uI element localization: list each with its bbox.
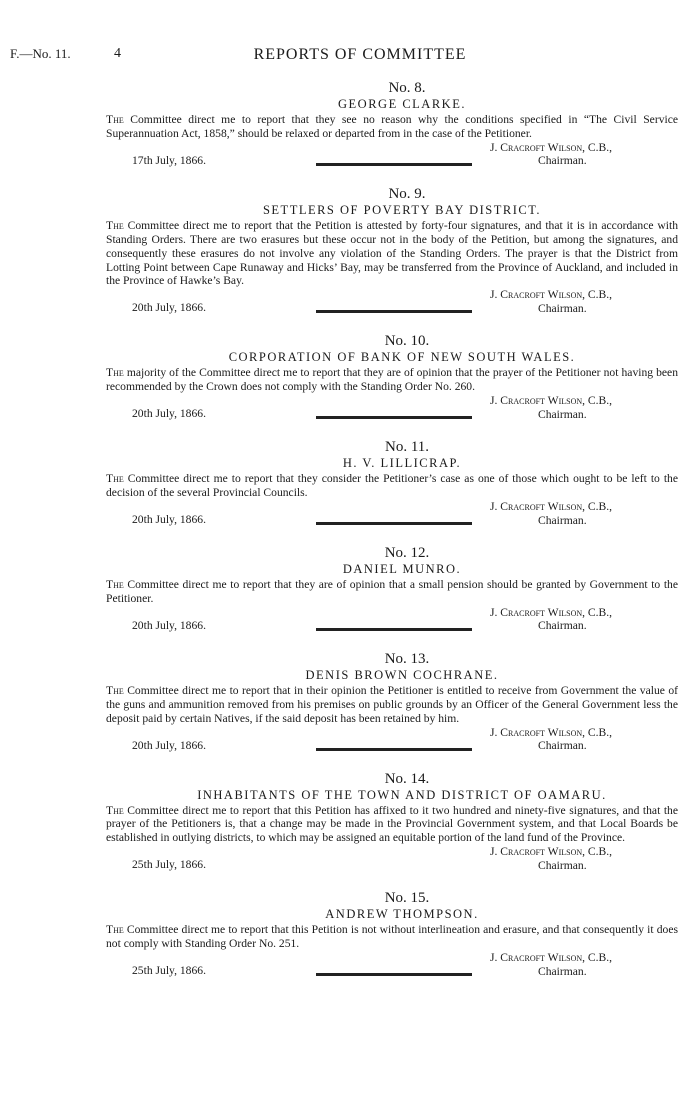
report-lead-word: The [106,218,124,232]
section-divider [316,973,472,976]
report-body: Committee direct me to report that they consider the Petitioner’s case as one of those which ought to be left to the decision of the several Provincial Councils. [106,472,678,500]
report-lead-word: The [106,366,124,380]
document-reference: F.—No. 11. [10,46,71,61]
report-lead-word: The [106,472,124,486]
signature-block [106,726,678,754]
report-number: No. 13. [384,650,430,667]
section-divider [316,628,472,631]
chairman-title: Chairman. [538,301,587,315]
petitioner-name: H. V. LILLICRAP. [342,456,462,471]
signature-block [106,500,678,528]
chairman-name: J. Cracroft Wilson, C.B., [490,605,613,619]
chairman-title: Chairman. [538,513,587,527]
report-date: 25th July, 1866. [132,858,206,872]
report-date: 25th July, 1866. [132,964,206,978]
report-date: 20th July, 1866. [132,618,206,632]
report-date: 17th July, 1866. [132,153,206,167]
section-divider [316,163,472,166]
petitioner-name: INHABITANTS OF THE TOWN AND DISTRICT OF OAMARU. [197,787,607,802]
report-no-8 [106,79,678,169]
chairman-name: J. Cracroft Wilson, C.B., [490,499,613,513]
petitioner-name: CORPORATION OF BANK OF NEW SOUTH WALES. [228,350,576,365]
petitioner-name: SETTLERS OF POVERTY BAY DISTRICT. [262,202,542,217]
signature-block [106,845,678,873]
report-no-10 [106,332,678,422]
report-no-14 [106,770,678,874]
signature-block [106,141,678,169]
petitioner-name: DANIEL MUNRO. [342,561,462,576]
section-divider [316,416,472,419]
report-text [106,113,678,141]
report-number: No. 10. [384,333,430,350]
chairman-name: J. Cracroft Wilson, C.B., [490,288,613,302]
signature-block [106,606,678,634]
report-number: No. 9. [388,185,426,202]
petitioner-name: GEORGE CLARKE. [338,97,466,111]
signature-block [106,951,678,979]
report-no-13 [106,650,678,754]
report-lead-word: The [106,803,124,817]
chairman-name: J. Cracroft Wilson, C.B., [490,725,613,739]
chairman-name: J. Cracroft Wilson, C.B., [490,951,613,965]
report-text [106,472,678,500]
page-number: 4 [114,46,121,61]
report-body: Committee direct me to report that they see no reason why the conditions specified in “The Civil Service Superannuation Act, 1858,” should be relaxed or departed from in the case of the Petitioner. [106,113,679,140]
report-date: 20th July, 1866. [132,301,206,315]
chairman-title: Chairman. [538,964,587,978]
report-text [106,923,678,951]
report-date: 20th July, 1866. [132,738,206,752]
report-text [106,804,678,846]
report-lead-word: The [106,683,124,697]
report-lead-word: The [106,113,124,126]
report-no-15 [106,889,678,979]
signature-block [106,288,678,316]
report-body: Committee direct me to report that in their opinion the Petitioner is entitled to receive from Government the value of the guns and ammunition removed from his premises on public grounds by an Officer of the General Government less the deposit paid by certain Natives, if the said deposit has been retained by him. [106,683,678,725]
chairman-title: Chairman. [538,154,587,168]
report-body: Committee direct me to report that the Petition is attested by forty-four signatures, and that it is in accordance with Standing Orders. There are two erasures but these occur not in the body of the Petition, but among the signatures, and consequently these erasures do not involve any violation of the Standing Orders. The prayer is that the District from Lotting Point between Cape Runaway and Hicks’ Bay, may be transferred from the Province of Auckland, and included in the Province of Hawke’s Bay. [106,218,678,288]
reports-list [106,75,678,979]
petitioner-name: DENIS BROWN COCHRANE. [305,667,499,682]
chairman-name: J. Cracroft Wilson, C.B., [490,845,613,859]
report-date: 20th July, 1866. [132,407,206,421]
page-header [10,46,690,66]
signature-block [106,394,678,422]
report-no-12 [106,544,678,634]
report-body: Committee direct me to report that they are of opinion that a small pension should be granted by Government to the Petitioner. [106,577,678,605]
report-text [106,219,678,289]
chairman-title: Chairman. [538,858,587,872]
report-text [106,578,678,606]
report-lead-word: The [106,577,124,591]
chairman-title: Chairman. [538,407,587,421]
petitioner-name: ANDREW THOMPSON. [325,907,479,922]
section-divider [316,748,472,751]
section-divider [316,522,472,525]
report-no-11 [106,438,678,528]
page-title: REPORTS OF COMMITTEE [253,46,467,63]
chairman-name: J. Cracroft Wilson, C.B., [490,394,613,408]
report-number: No. 12. [384,544,430,561]
report-body: majority of the Committee direct me to report that they are of opinion that the prayer of the Petitioner not having been recommended by the Crown does not comply with the Standing Order No. 260. [106,366,679,394]
chairman-title: Chairman. [538,739,587,753]
report-number: No. 15. [384,890,430,907]
section-divider [316,310,472,313]
report-no-9 [106,185,678,317]
report-date: 20th July, 1866. [132,512,206,526]
report-body: Committee direct me to report that this Petition has affixed to it two hundred and ninety-five signatures, and that the prayer of the Petitioners is, that a change may be made in the Provincial Government system, and that Local Boards be established in outlying districts, to which may be assigned an equitable portion of the land fund of the Province. [106,803,678,845]
report-body: Committee direct me to report that this Petition is not without interlineation and erasure, and that consequently it does not comply with Standing Order No. 251. [106,923,678,951]
chairman-title: Chairman. [538,619,587,633]
report-number: No. 14. [384,770,430,787]
report-number: No. 11. [384,439,430,456]
report-lead-word: The [106,923,124,937]
report-text [106,366,678,394]
chairman-name: J. Cracroft Wilson, C.B., [490,140,613,154]
report-number: No. 8. [388,80,426,96]
report-text [106,684,678,726]
